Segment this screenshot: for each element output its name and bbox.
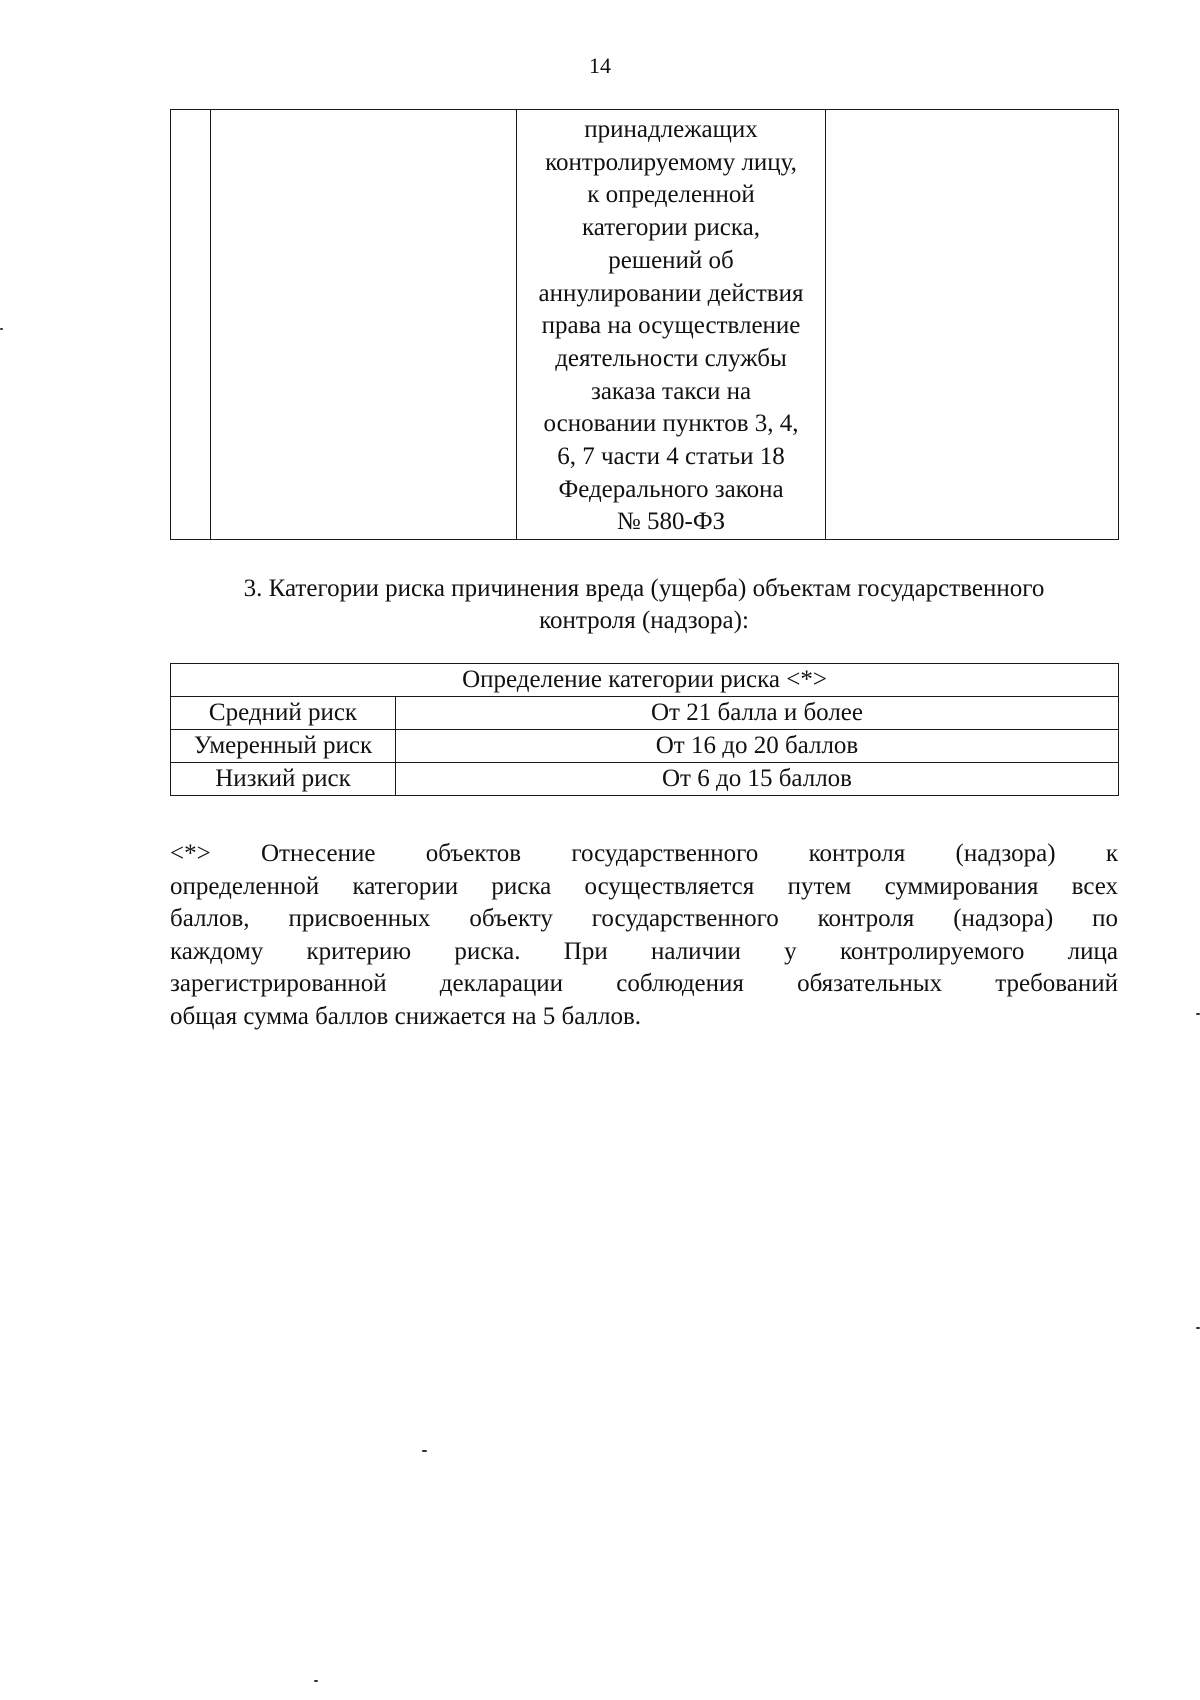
scan-speck [422,1450,427,1452]
risk-category-cell: Средний риск [171,697,396,730]
criterion-text-line: контролируемому лицу, [545,148,797,176]
footnote-line: общая сумма баллов снижается на 5 баллов. [170,1002,642,1030]
table-row [171,697,1119,730]
table-cell-name [211,110,517,540]
table-row [171,730,1119,763]
section-heading [170,573,1118,637]
risk-category-table [170,663,1119,796]
criterion-text-line: основании пунктов 3, 4, [543,410,799,438]
risk-score-cell: От 6 до 15 баллов [396,763,1119,796]
criterion-text-line: деятельности службы [555,344,787,372]
scan-speck [0,328,3,330]
footnote-line: <*> Отнесение объектов государственного контроля (надзора) к [170,840,1118,867]
footnote-line: баллов, присвоенных объекту государственного контроля (надзора) по [170,905,1118,932]
section-heading-line: контроля (надзора): [539,607,749,634]
footnote-line: зарегистрированной декларации соблюдения обязательных требований [170,970,1118,997]
criterion-text-line: № 580-ФЗ [616,508,726,536]
risk-score-cell: От 21 балла и более [396,697,1119,730]
risk-table-header-row [171,664,1119,697]
table-row [171,763,1119,796]
criterion-text-line: заказа такси на [590,377,752,405]
table-cell-criterion [517,110,826,540]
risk-category-cell: Низкий риск [171,763,396,796]
risk-table-header: Определение категории риска <*> [171,664,1119,697]
criterion-text-line: 6, 7 части 4 статьи 18 [557,443,785,471]
risk-category-cell: Умеренный риск [171,730,396,763]
scan-speck [1196,1327,1200,1329]
criterion-text-line: Федерального закона [558,475,784,503]
table-cell-number [171,110,211,540]
table-cell-points [826,110,1119,540]
page-number: 14 [589,53,611,78]
criterion-text-line: к определенной [587,181,755,209]
continuation-row [171,110,1119,540]
section-heading-line: 3. Категории риска причинения вреда (ущерба) объектам государственного [243,575,1045,602]
criterion-text-line: права на осуществление [541,312,801,340]
criterion-text-line: решений об [608,246,734,274]
criterion-text-line: аннулировании действия [538,279,804,307]
scan-speck [1196,1013,1200,1015]
footnote [170,838,1118,1033]
criterion-text-line: категории риска, [582,214,760,242]
continuation-table [170,109,1119,540]
footnote-line: каждому критерию риска. При наличии у контролируемого лица [170,937,1118,965]
scan-speck [314,1680,318,1682]
criterion-text-line: принадлежащих [584,116,758,143]
footnote-line: определенной категории риска осуществляется путем суммирования всех [170,872,1118,900]
risk-score-cell: От 16 до 20 баллов [396,730,1119,763]
